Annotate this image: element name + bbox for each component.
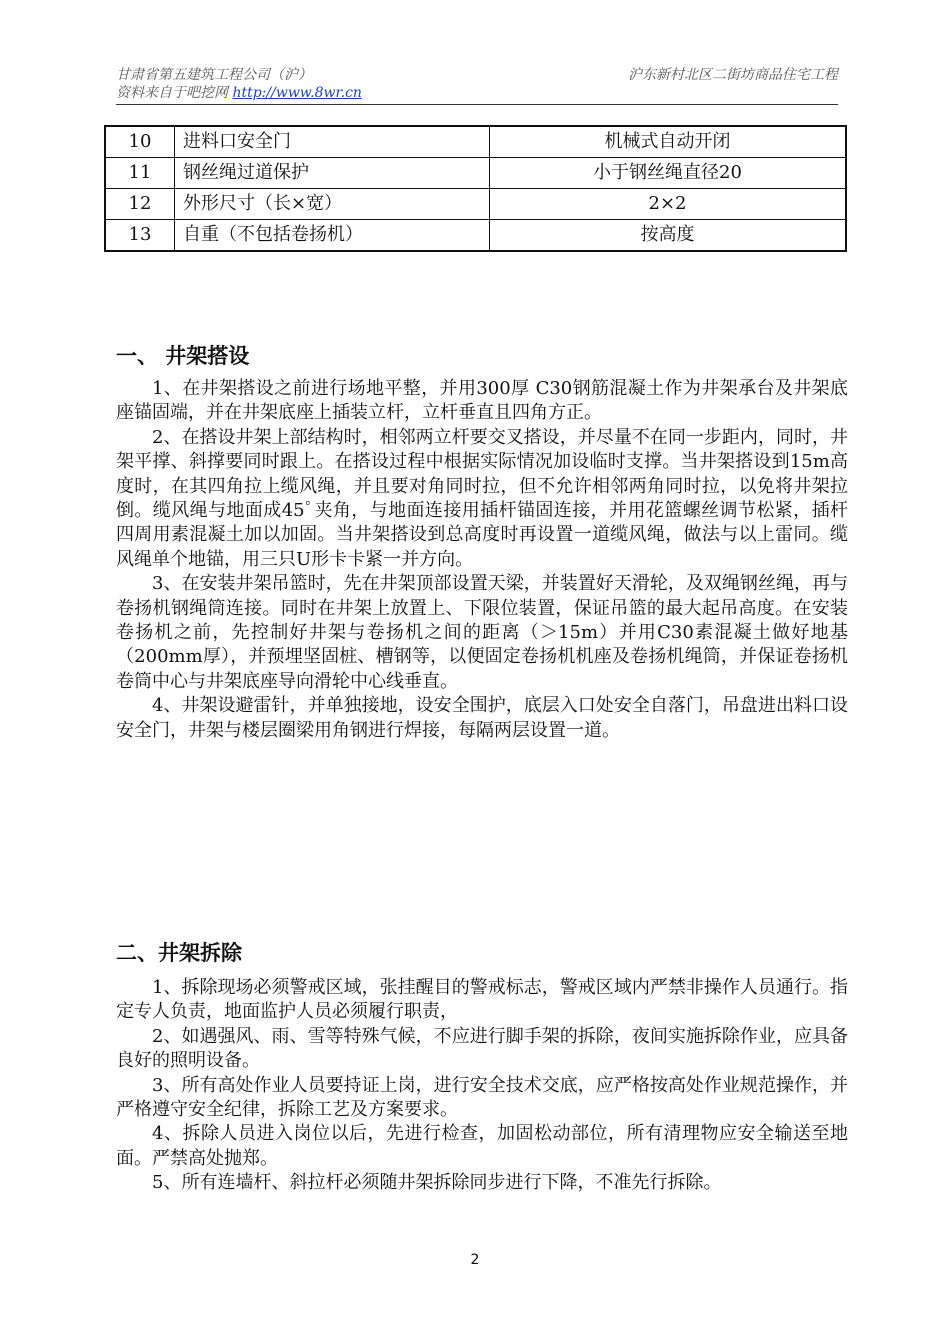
source-prefix: 资料来自于吧挖网 [116,85,233,101]
table-row [105,189,846,220]
paragraph: 3、所有高处作业人员要持证上岗，进行安全技术交底，应严格按高处作业规范操作，并严格遵守安全纪律，拆除工艺及方案要求。 [116,1074,848,1121]
table-row [105,220,846,252]
section-1-heading: 一、 井架搭设 [116,344,250,368]
page-number: 2 [470,1252,480,1268]
page-header [116,66,838,104]
row-number: 11 [105,158,175,189]
paragraph: 3、在安装井架吊篮时，先在井架顶部设置天梁，并装置好天滑轮，及双绳钢丝绳，再与卷扬机钢绳筒连接。同时在井架上放置上、下限位装置，保证吊篮的最大起吊高度。在安装卷扬机之前，先控制好井架与卷扬机之间的距离（＞15m）并用C30素混凝土做好地基（200mm厚），并预埋坚固桩、槽钢等，以便固定卷扬机机座及卷扬机绳筒，并保证卷扬机卷筒中心与井架底座导向滑轮中心线垂直。 [116,573,848,692]
table-row [105,126,846,158]
row-value: 机械式自动开闭 [490,126,847,158]
header-left [116,66,362,102]
row-item: 进料口安全门 [175,126,490,158]
row-value: 按高度 [490,220,847,252]
paragraph: 1、在井架搭设之前进行场地平整，并用300厚 C30钢筋混凝土作为井架承台及井架底座锚固端，并在井架底座上插装立杆，立杆垂直且四角方正。 [116,378,848,424]
row-number: 10 [105,126,175,158]
source-link[interactable]: http://www.8wr.cn [232,85,362,101]
row-item: 外形尺寸（长×宽） [175,189,490,220]
section-2-body [116,976,848,1196]
paragraph: 4、井架设避雷针，并单独接地，设安全围护，底层入口处安全自落门，吊盘进出料口设安全门，井架与楼层圈梁用角钢进行焊接，每隔两层设置一道。 [116,695,848,741]
spec-table [104,125,847,252]
row-value: 2×2 [490,189,847,220]
source-line [116,84,362,102]
row-item: 钢丝绳过道保护 [175,158,490,189]
row-value: 小于钢丝绳直径20 [490,158,847,189]
table-row [105,158,846,189]
paragraph: 2、如遇强风、雨、雪等特殊气候，不应进行脚手架的拆除，夜间实施拆除作业，应具备良好的照明设备。 [116,1025,848,1072]
paragraph: 2、在搭设井架上部结构时，相邻两立杆要交叉搭设，并尽量不在同一步距内，同时，井架平撑、斜撑要同时跟上。在搭设过程中根据实际情况加设临时支撑。当井架搭设到15m高度时，在其四角拉上缆风绳，并且要对角同时拉，但不允许相邻两角同时拉，以免将井架拉倒。缆风绳与地面成45ﾟ夹角，与地面连接用插杆锚固连接，并用花篮螺丝调节松紧，插杆四周用素混凝土加以加固。当井架搭设到总高度时再设置一道缆风绳，做法与以上雷同。缆风绳单个地锚，用三只U形卡卡紧一并方向。 [116,426,848,570]
row-item: 自重（不包括卷扬机） [175,220,490,252]
paragraph: 5、所有连墙杆、斜拉杆必须随井架拆除同步进行下降，不准先行拆除。 [152,1172,722,1194]
paragraph: 1、拆除现场必须警戒区域，张挂醒目的警戒标志，警戒区域内严禁非操作人员通行。指定专人负责，地面监护人员必须履行职责， [116,977,848,1023]
section-1-body [116,377,848,743]
paragraph: 4、拆除人员进入岗位以后，先进行检查，加固松动部位，所有清理物应安全输送至地面。严禁高处抛郑。 [116,1123,848,1169]
row-number: 12 [105,189,175,220]
header-divider [116,104,838,105]
project-name: 沪东新村北区二街坊商品住宅工程 [628,67,838,83]
section-2-heading: 二、井架拆除 [116,941,242,965]
company-name: 甘肃省第五建筑工程公司（沪） [116,67,312,83]
row-number: 13 [105,220,175,252]
